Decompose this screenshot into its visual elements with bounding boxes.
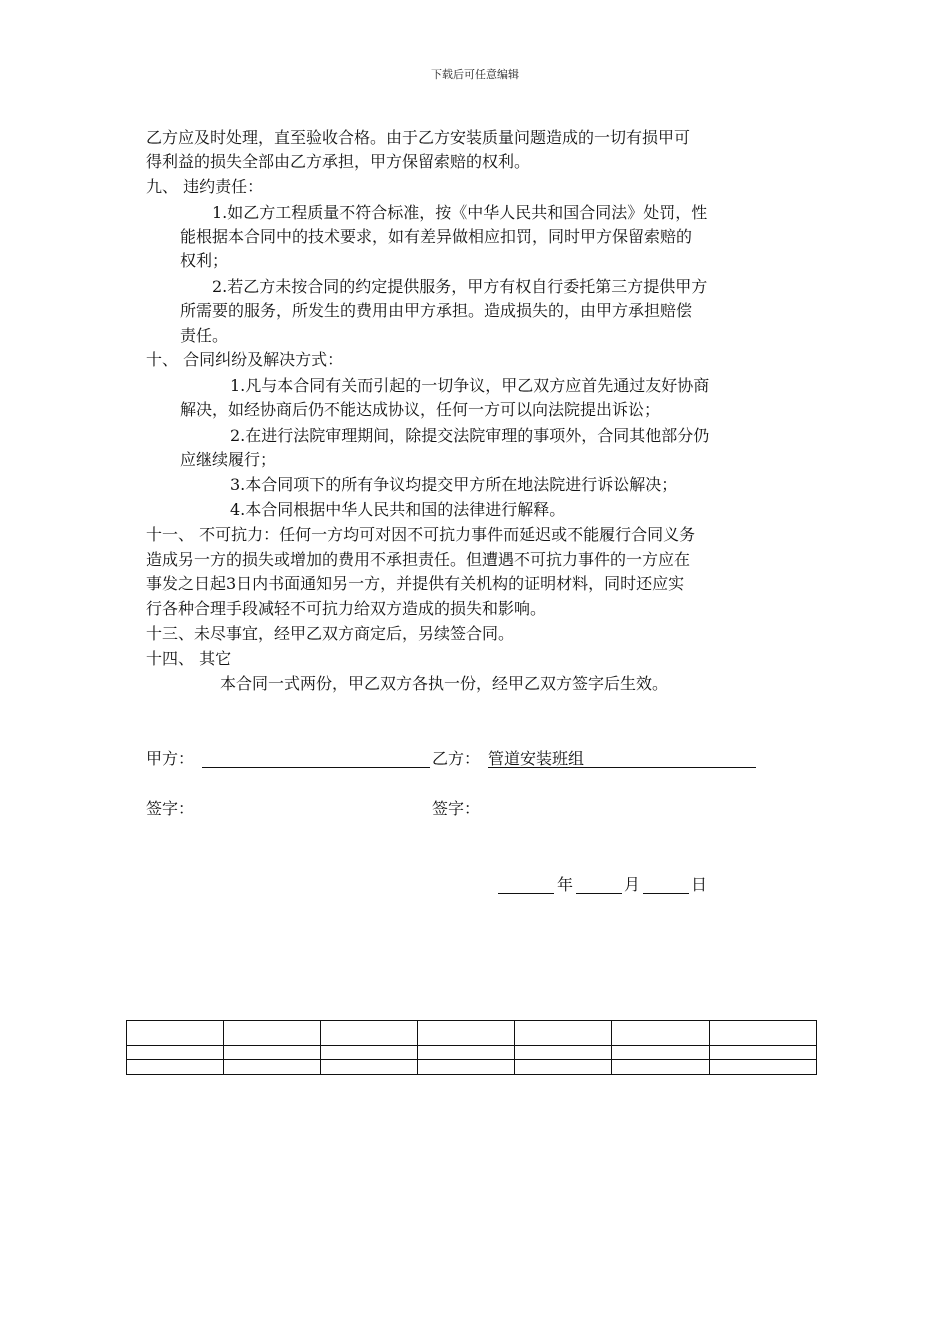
table-cell (321, 1046, 418, 1060)
body-line: 解决，如经协商后仍不能达成协议，任何一方可以向法院提出诉讼； (180, 400, 661, 419)
table-cell (612, 1046, 710, 1060)
month-label: 月 (624, 875, 641, 894)
table-cell (127, 1021, 224, 1046)
table-cell (224, 1060, 321, 1075)
table-cell (321, 1021, 418, 1046)
body-line: 权利； (180, 251, 229, 270)
party-a-label: 甲方： (146, 749, 195, 768)
body-line: 得利益的损失全部由乙方承担，甲方保留索赔的权利。 (146, 152, 531, 171)
table-cell (710, 1021, 817, 1046)
day-blank-line (643, 893, 689, 894)
table-cell (515, 1021, 612, 1046)
body-line: 行各种合理手段减轻不可抗力给双方造成的损失和影响。 (146, 599, 547, 618)
year-label: 年 (557, 875, 574, 894)
month-blank-line (576, 893, 622, 894)
body-line: 本合同一式两份，甲乙双方各执一份，经甲乙双方签字后生效。 (220, 674, 669, 693)
table-cell (612, 1060, 710, 1075)
table-cell (321, 1060, 418, 1075)
body-line: 2.在进行法院审理期间，除提交法院审理的事项外，合同其他部分仍 (230, 426, 710, 445)
table-row (127, 1021, 817, 1046)
table-cell (418, 1021, 515, 1046)
table-cell (224, 1021, 321, 1046)
body-line: 乙方应及时处理，直至验收合格。由于乙方安装质量问题造成的一切有损甲可 (146, 128, 691, 147)
body-line: 责任。 (180, 326, 229, 345)
table-row (127, 1060, 817, 1075)
table-row (127, 1046, 817, 1060)
sign-label-a: 签字： (146, 799, 195, 818)
party-a-blank-line (202, 767, 430, 768)
year-blank-line (498, 893, 554, 894)
body-line: 2.若乙方未按合同的约定提供服务，甲方有权自行委托第三方提供甲方 (212, 277, 708, 296)
section-heading-11: 十一、 不可抗力：任何一方均可对因不可抗力事件而延迟或不能履行合同义务 (146, 525, 696, 544)
sign-label-b: 签字： (432, 799, 481, 818)
party-b-blank-line (488, 767, 756, 768)
section-heading-10: 十、 合同纠纷及解决方式： (146, 350, 344, 369)
table-cell (515, 1046, 612, 1060)
header-note: 下载后可任意编辑 (431, 68, 519, 81)
body-line: 事发之日起3日内书面通知另一方，并提供有关机构的证明材料，同时还应实 (146, 574, 685, 593)
body-line: 1.凡与本合同有关而引起的一切争议，甲乙双方应首先通过友好协商 (230, 376, 710, 395)
table-cell (612, 1021, 710, 1046)
table-cell (224, 1046, 321, 1060)
blank-table (126, 1020, 817, 1075)
table-cell (418, 1060, 515, 1075)
table-cell (127, 1060, 224, 1075)
table-cell (127, 1046, 224, 1060)
table-cell (515, 1060, 612, 1075)
section-heading-13: 十三、未尽事宜，经甲乙双方商定后，另续签合同。 (146, 624, 515, 643)
section-heading-14: 十四、 其它 (146, 649, 232, 668)
body-line: 4.本合同根据中华人民共和国的法律进行解释。 (230, 500, 566, 519)
body-line: 应继续履行； (180, 450, 277, 469)
body-line: 造成另一方的损失或增加的费用不承担责任。但遭遇不可抗力事件的一方应在 (146, 550, 691, 569)
body-line: 3.本合同项下的所有争议均提交甲方所在地法院进行诉讼解决； (230, 475, 678, 494)
party-b-label: 乙方： (432, 749, 481, 768)
table-cell (710, 1046, 817, 1060)
body-line: 所需要的服务，所发生的费用由甲方承担。造成损失的，由甲方承担赔偿 (180, 301, 693, 320)
section-heading-9: 九、 违约责任： (146, 177, 264, 196)
table-cell (418, 1046, 515, 1060)
body-line: 能根据本合同中的技术要求，如有差异做相应扣罚，同时甲方保留索赔的 (180, 227, 693, 246)
day-label: 日 (691, 875, 708, 894)
body-line: 1.如乙方工程质量不符合标准，按《中华人民共和国合同法》处罚，性 (212, 203, 708, 222)
party-b-name: 管道安装班组 (488, 749, 585, 768)
table-cell (710, 1060, 817, 1075)
